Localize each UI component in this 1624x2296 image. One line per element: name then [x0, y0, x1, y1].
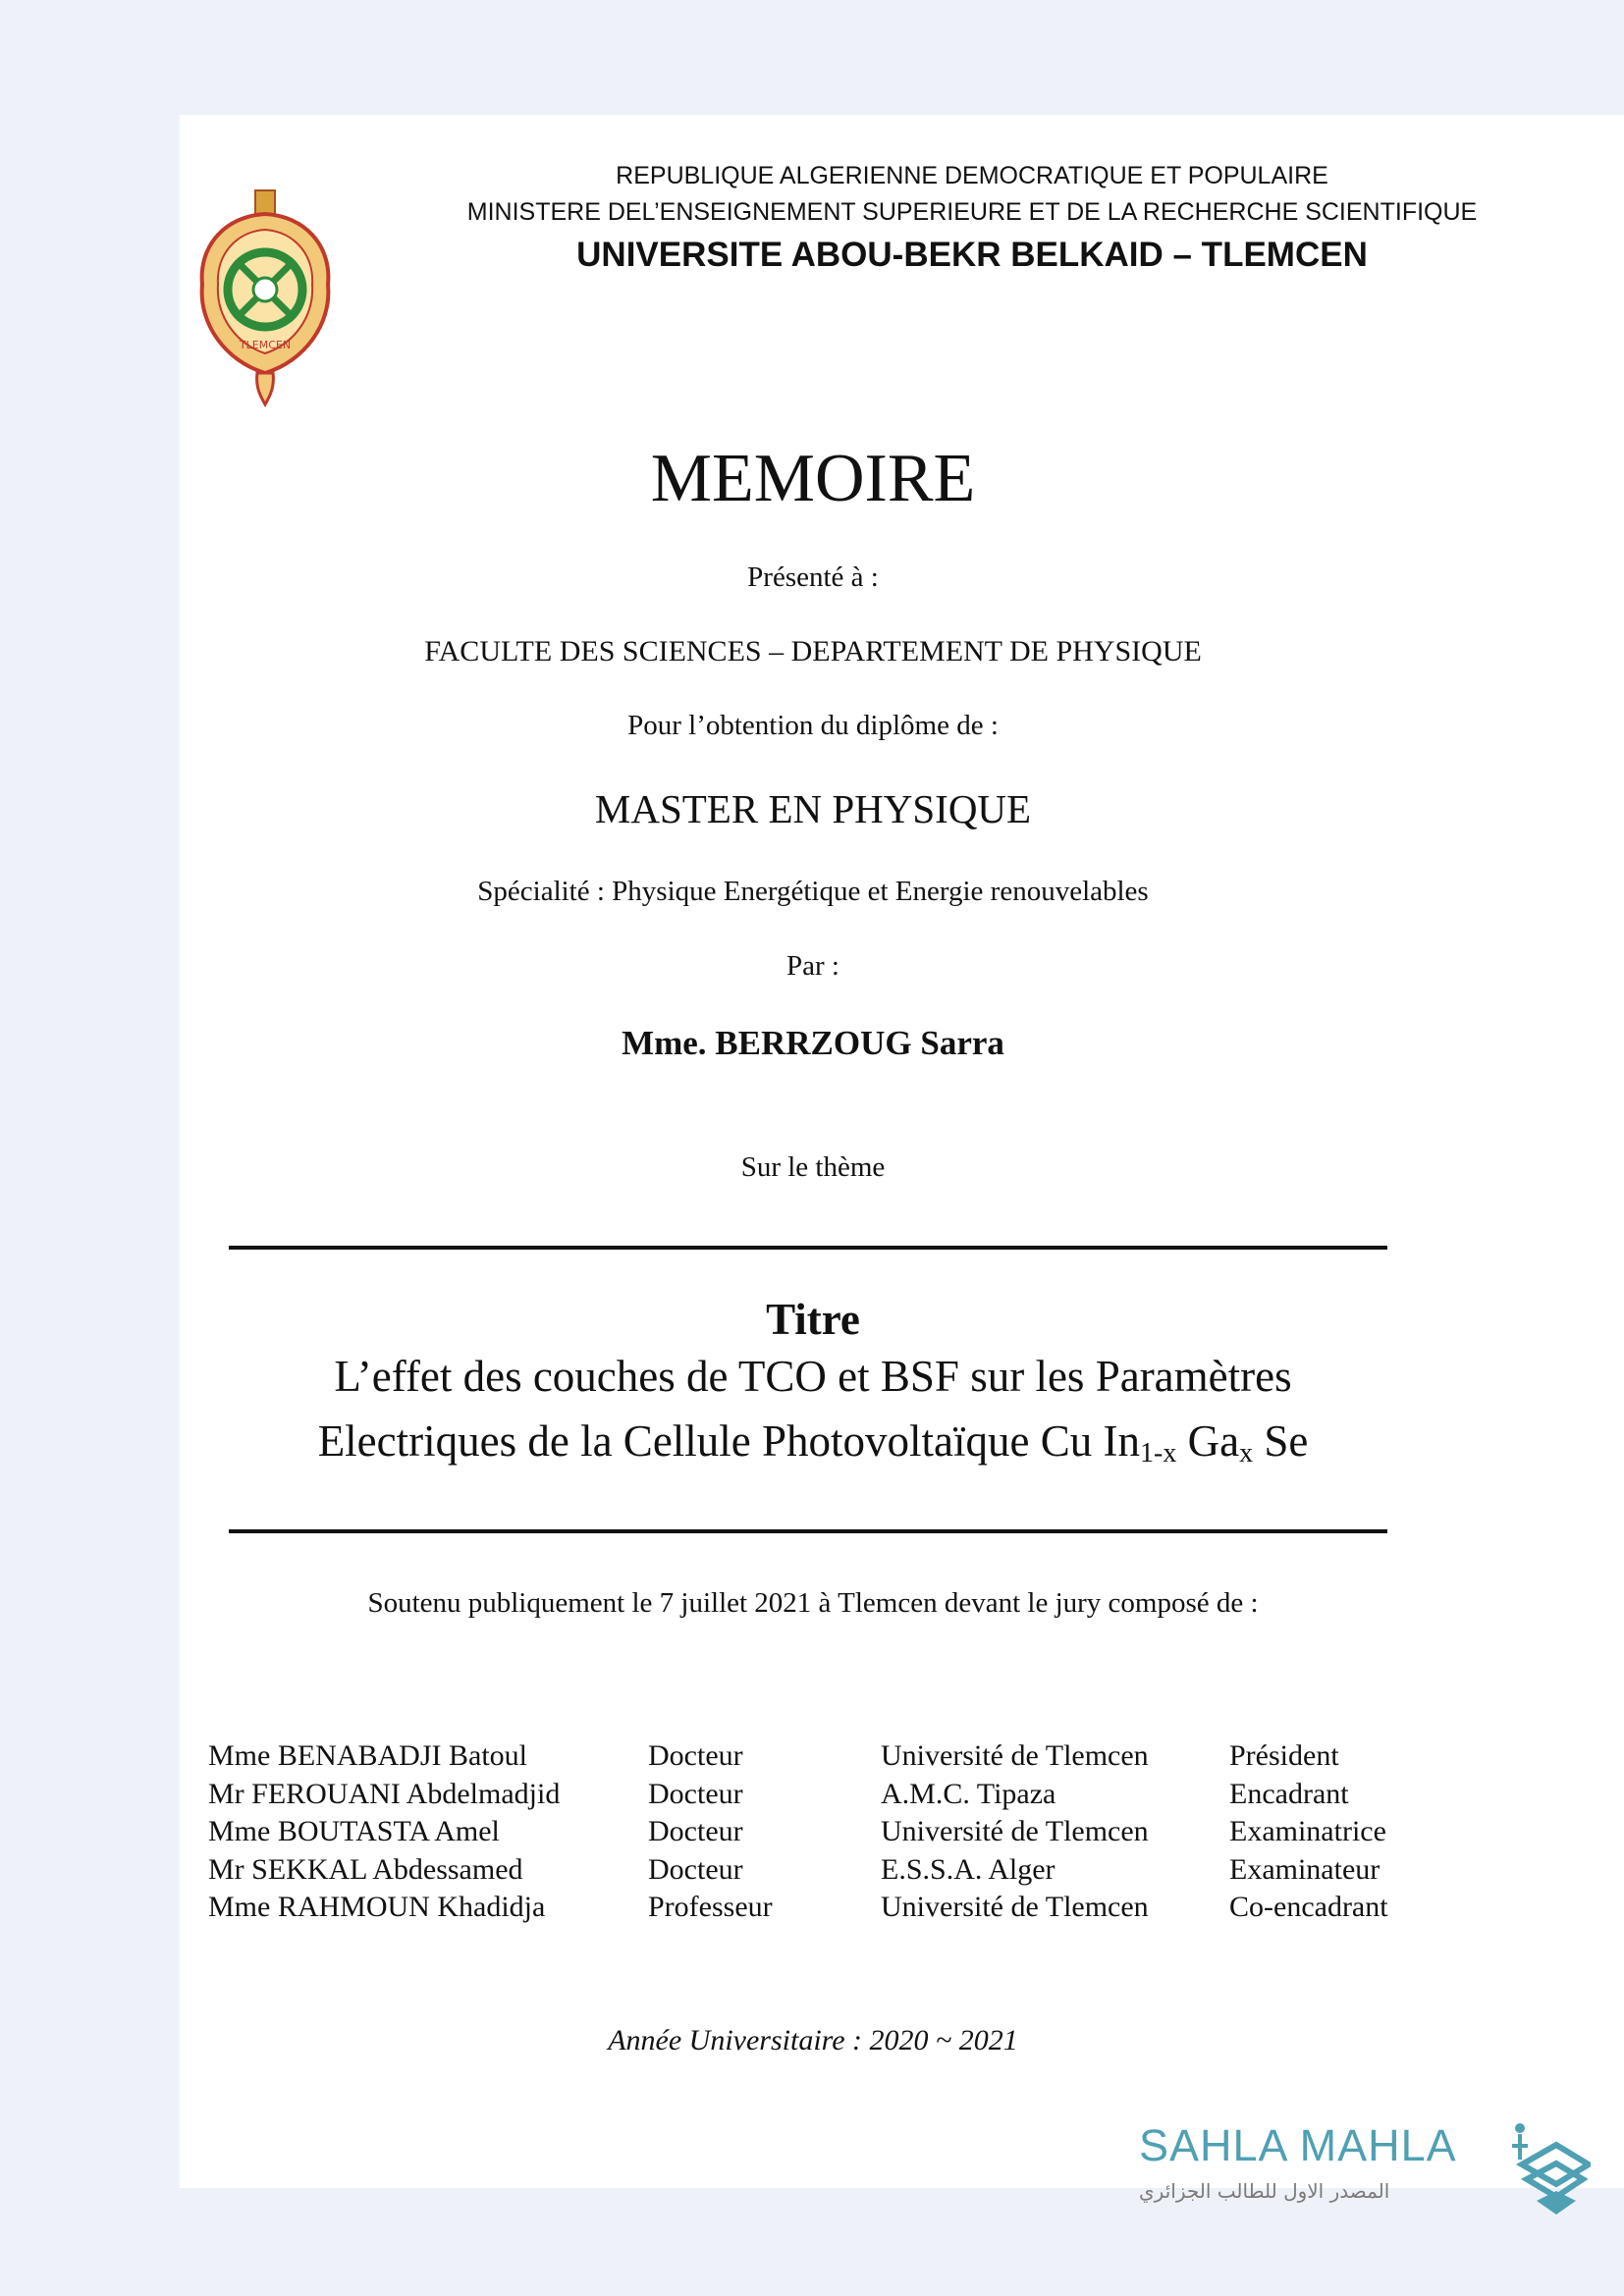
title-line-2-part-2: Ga	[1176, 1416, 1240, 1466]
jury-role: Co-encadrant	[1229, 1891, 1388, 1923]
sahla-mahla-logo-icon	[1502, 2120, 1591, 2218]
speciality: Spécialité : Physique Energétique et Energie renouvelables	[477, 876, 1149, 907]
jury-role: Examinatrice	[1229, 1815, 1386, 1847]
header-ministry: MINISTERE DEL’ENSEIGNEMENT SUPERIEURE ET DE LA RECHERCHE SCIENTIFIQUE	[466, 198, 1478, 226]
title-top-rule	[229, 1246, 1387, 1250]
diploma-label: Pour l’obtention du diplôme de :	[627, 710, 999, 741]
author: Mme. BERRZOUG Sarra	[622, 1024, 1004, 1062]
watermark-subtitle: المصدر الاول للطالب الجزائري	[1139, 2179, 1390, 2203]
jury-institution: Université de Tlemcen	[881, 1815, 1149, 1847]
jury-institution: A.M.C. Tipaza	[881, 1777, 1056, 1810]
jury-name: Mr FEROUANI Abdelmadjid	[208, 1777, 561, 1810]
by-label: Par :	[786, 950, 839, 982]
watermark-title: SAHLA MAHLA	[1139, 2120, 1457, 2170]
jury-institution: Université de Tlemcen	[881, 1891, 1149, 1923]
jury-institution: E.S.S.A. Alger	[881, 1852, 1056, 1886]
jury-grade: Docteur	[648, 1815, 743, 1847]
diploma: MASTER EN PHYSIQUE	[594, 786, 1032, 831]
jury-name: Mme BOUTASTA Amel	[208, 1815, 500, 1847]
jury-institution: Université de Tlemcen	[881, 1739, 1149, 1772]
title-line-1: L’effet des couches de TCO et BSF sur les Paramètres	[334, 1352, 1292, 1401]
jury-grade: Professeur	[648, 1891, 773, 1923]
jury-grade: Docteur	[648, 1852, 743, 1886]
jury-name: Mme BENABADJI Batoul	[208, 1739, 527, 1772]
document-type: MEMOIRE	[650, 441, 976, 516]
jury-role: Président	[1229, 1739, 1339, 1772]
title-line-2-part-3: Se	[1253, 1416, 1309, 1466]
title-subscript-2: x	[1239, 1438, 1254, 1468]
title-line-2	[180, 1415, 1446, 1469]
title-label: Titre	[766, 1295, 860, 1344]
academic-year: Année Universitaire : 2020 ~ 2021	[608, 2024, 1018, 2056]
defense-statement: Soutenu publiquement le 7 juillet 2021 à Tlemcen devant le jury composé de :	[367, 1587, 1259, 1619]
theme-label: Sur le thème	[740, 1151, 886, 1183]
title-line-2-part-1: Electriques de la Cellule Photovoltaïque Cu In	[317, 1416, 1140, 1466]
jury-name: Mr SEKKAL Abdessamed	[208, 1852, 523, 1886]
faculty: FACULTE DES SCIENCES – DEPARTEMENT DE PHYSIQUE	[424, 635, 1202, 667]
header-university: UNIVERSITE ABOU-BEKR BELKAID – TLEMCEN	[576, 236, 1368, 274]
header-republic: REPUBLIQUE ALGERIENNE DEMOCRATIQUE ET POPULAIRE	[616, 162, 1328, 189]
jury-grade: Docteur	[648, 1739, 743, 1772]
jury-role: Examinateur	[1229, 1852, 1380, 1886]
presented-to-label: Présenté à :	[747, 561, 879, 593]
title-bottom-rule	[229, 1529, 1387, 1533]
jury-role: Encadrant	[1229, 1777, 1349, 1810]
emblem-text: TLEMCEN	[239, 339, 292, 351]
watermark	[1134, 2120, 1596, 2228]
university-emblem-icon	[196, 187, 334, 407]
jury-name: Mme RAHMOUN Khadidja	[208, 1891, 546, 1923]
jury-grade: Docteur	[648, 1777, 743, 1810]
title-subscript-1: 1-x	[1140, 1438, 1177, 1468]
